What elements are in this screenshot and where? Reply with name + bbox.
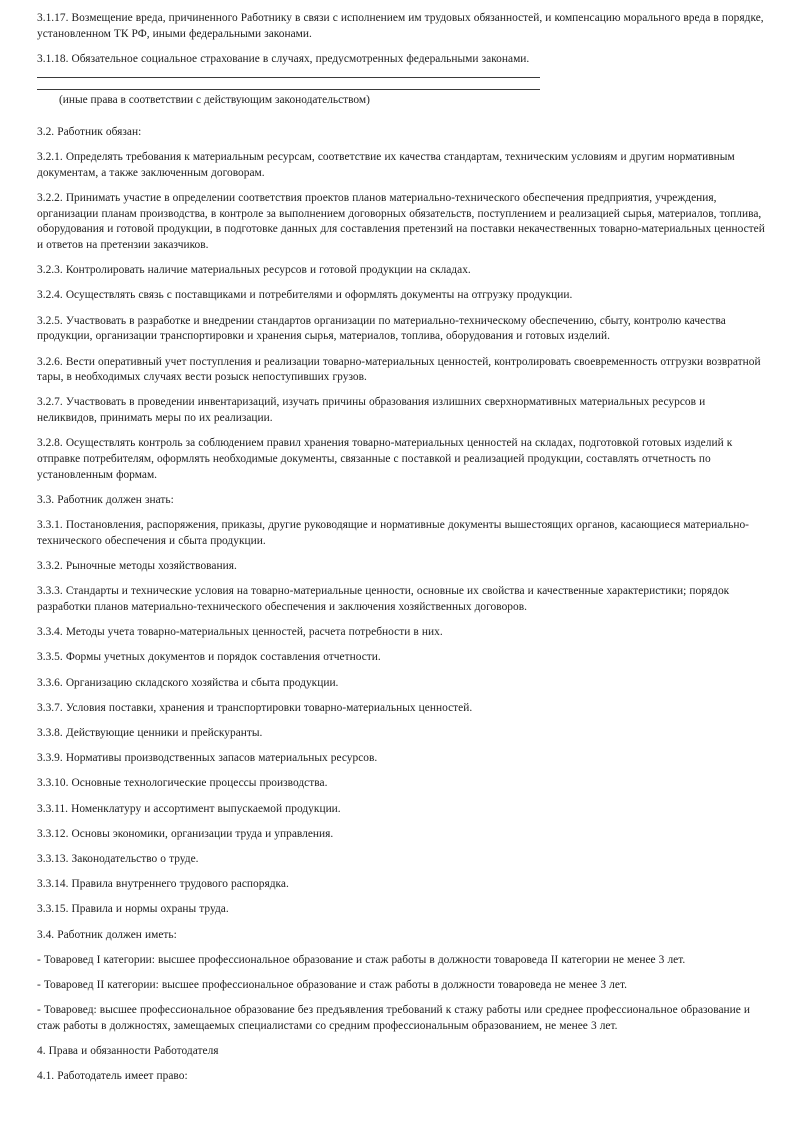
paragraph-3-3-1: 3.3.1. Постановления, распоряжения, приказы, другие руководящие и нормативные документы вышестоящих органов, касающиеся материально-технического обеспечения и сбыта продукции. [37, 519, 749, 547]
paragraph-3-3-2: 3.3.2. Рыночные методы хозяйствования. [37, 560, 237, 573]
caption-other-rights: (иные права в соответствии с действующим законодательством) [59, 94, 370, 107]
paragraph-3-3-5: 3.3.5. Формы учетных документов и порядок составления отчетности. [37, 651, 381, 664]
paragraph-3-3-3: 3.3.3. Стандарты и технические условия на товарно-материальные ценности, основные их свойства и качественные характеристики; порядок разработки планов материально-технического обеспечения и заключения хозяйственных договоров. [37, 585, 730, 613]
paragraph-3-2-1: 3.2.1. Определять требования к материальным ресурсам, соответствие их качества стандартам, техническим условиям и другим нормативным документам, а также заключенным договорам. [37, 151, 735, 179]
document-body [37, 11, 766, 1095]
paragraph-3-3-4: 3.3.4. Методы учета товарно-материальных ценностей, расчета потребности в них. [37, 626, 443, 639]
paragraph-3-4-item-2: - Товаровед II категории: высшее профессиональное образование и стаж работы в должности товароведа не менее 3 лет. [37, 979, 627, 992]
paragraph-section-4-heading: 4. Права и обязанности Работодателя [37, 1045, 219, 1058]
paragraph-3-2-2: 3.2.2. Принимать участие в определении соответствия проектов планов материально-технического обеспечения предприятия, учреждения, организации планам производства, в контроле за выполнением договорных обязательств, поступлением и реализацией сырья, материалов, топлива, оборудования и готовой продукции, в подготовке данных для составления претензий на поставки некачественных товарно-материальных ценностей и ответов на претензии заказчиков. [37, 191, 765, 252]
paragraph-3-3-8: 3.3.8. Действующие ценники и прейскуранты. [37, 727, 263, 739]
paragraph-3-4: 3.4. Работник должен иметь: [37, 928, 177, 941]
paragraph-3-3-6: 3.3.6. Организацию складского хозяйства и сбыта продукции. [37, 676, 339, 689]
fill-in-rule-line-2 [37, 89, 540, 90]
paragraph-3-4-item-1: - Товаровед I категории: высшее профессиональное образование и стаж работы в должности товароведа II категории не менее 3 лет. [37, 953, 686, 966]
paragraph-3-3-15: 3.3.15. Правила и нормы охраны труда. [37, 903, 229, 916]
paragraph-3-2-8: 3.2.8. Осуществлять контроль за соблюдением правил хранения товарно-материальных ценностей на складах, подготовкой готовых изделий к отправке потребителям, оформлять необходимые документы, связанные с поставкой и реализацией продукции, составлять отчетность по установленным формам. [37, 437, 733, 481]
paragraph-3-2: 3.2. Работник обязан: [37, 125, 142, 138]
paragraph-3-2-6: 3.2.6. Вести оперативный учет поступления и реализации товарно-материальных ценностей, контролировать своевременность отгрузки возвратной тары, в необходимых случаях вести розыск непоступивших грузов. [37, 355, 761, 384]
paragraph-3-1-17: 3.1.17. Возмещение вреда, причиненного Работнику в связи с исполнением им трудовых обязанностей, и компенсацию морального вреда в порядке, установленном ТК РФ, иными федеральными законами. [37, 12, 764, 40]
fill-in-rule-line-1 [37, 77, 540, 78]
fill-in-rules [37, 77, 766, 90]
paragraph-3-2-3: 3.2.3. Контролировать наличие материальных ресурсов и готовой продукции на складах. [37, 264, 471, 277]
paragraph-4-1: 4.1. Работодатель имеет право: [37, 1070, 188, 1083]
paragraph-3-2-7: 3.2.7. Участвовать в проведении инвентаризаций, изучать причины образования излишних сверхнормативных материальных ресурсов и неликвидов, принимать меры по их реализации. [37, 396, 706, 425]
paragraph-3-3-11: 3.3.11. Номенклатуру и ассортимент выпускаемой продукции. [37, 802, 341, 815]
paragraph-3-2-4: 3.2.4. Осуществлять связь с поставщиками и потребителями и оформлять документы на отгрузку продукции. [37, 289, 573, 302]
paragraph-3-3-9: 3.3.9. Нормативы производственных запасов материальных ресурсов. [37, 752, 378, 765]
paragraph-3-3-10: 3.3.10. Основные технологические процессы производства. [37, 777, 328, 790]
paragraph-3-2-5: 3.2.5. Участвовать в разработке и внедрении стандартов организации по материально-техническому обеспечению, сбыту, контролю качества продукции, организации транспортировки и хранения сырья, материалов, топлива, оборудования и готовых изделий. [37, 314, 726, 343]
paragraph-3-3-13: 3.3.13. Законодательство о труде. [37, 853, 199, 866]
paragraph-3-3-14: 3.3.14. Правила внутреннего трудового распорядка. [37, 878, 289, 891]
paragraph-3-3: 3.3. Работник должен знать: [37, 493, 174, 506]
paragraph-3-4-item-3: - Товаровед: высшее профессиональное образование без предъявления требований к стажу работы или среднее профессиональное образование и стаж работы в должностях, замещаемых специалистами со средним профессиональным образованием, не менее 3 лет. [37, 1004, 751, 1032]
paragraph-3-3-12: 3.3.12. Основы экономики, организации труда и управления. [37, 827, 334, 840]
paragraph-3-3-7: 3.3.7. Условия поставки, хранения и транспортировки товарно-материальных ценностей. [37, 701, 473, 714]
paragraph-3-1-18: 3.1.18. Обязательное социальное страхование в случаях, предусмотренных федеральными законами. [37, 52, 530, 65]
